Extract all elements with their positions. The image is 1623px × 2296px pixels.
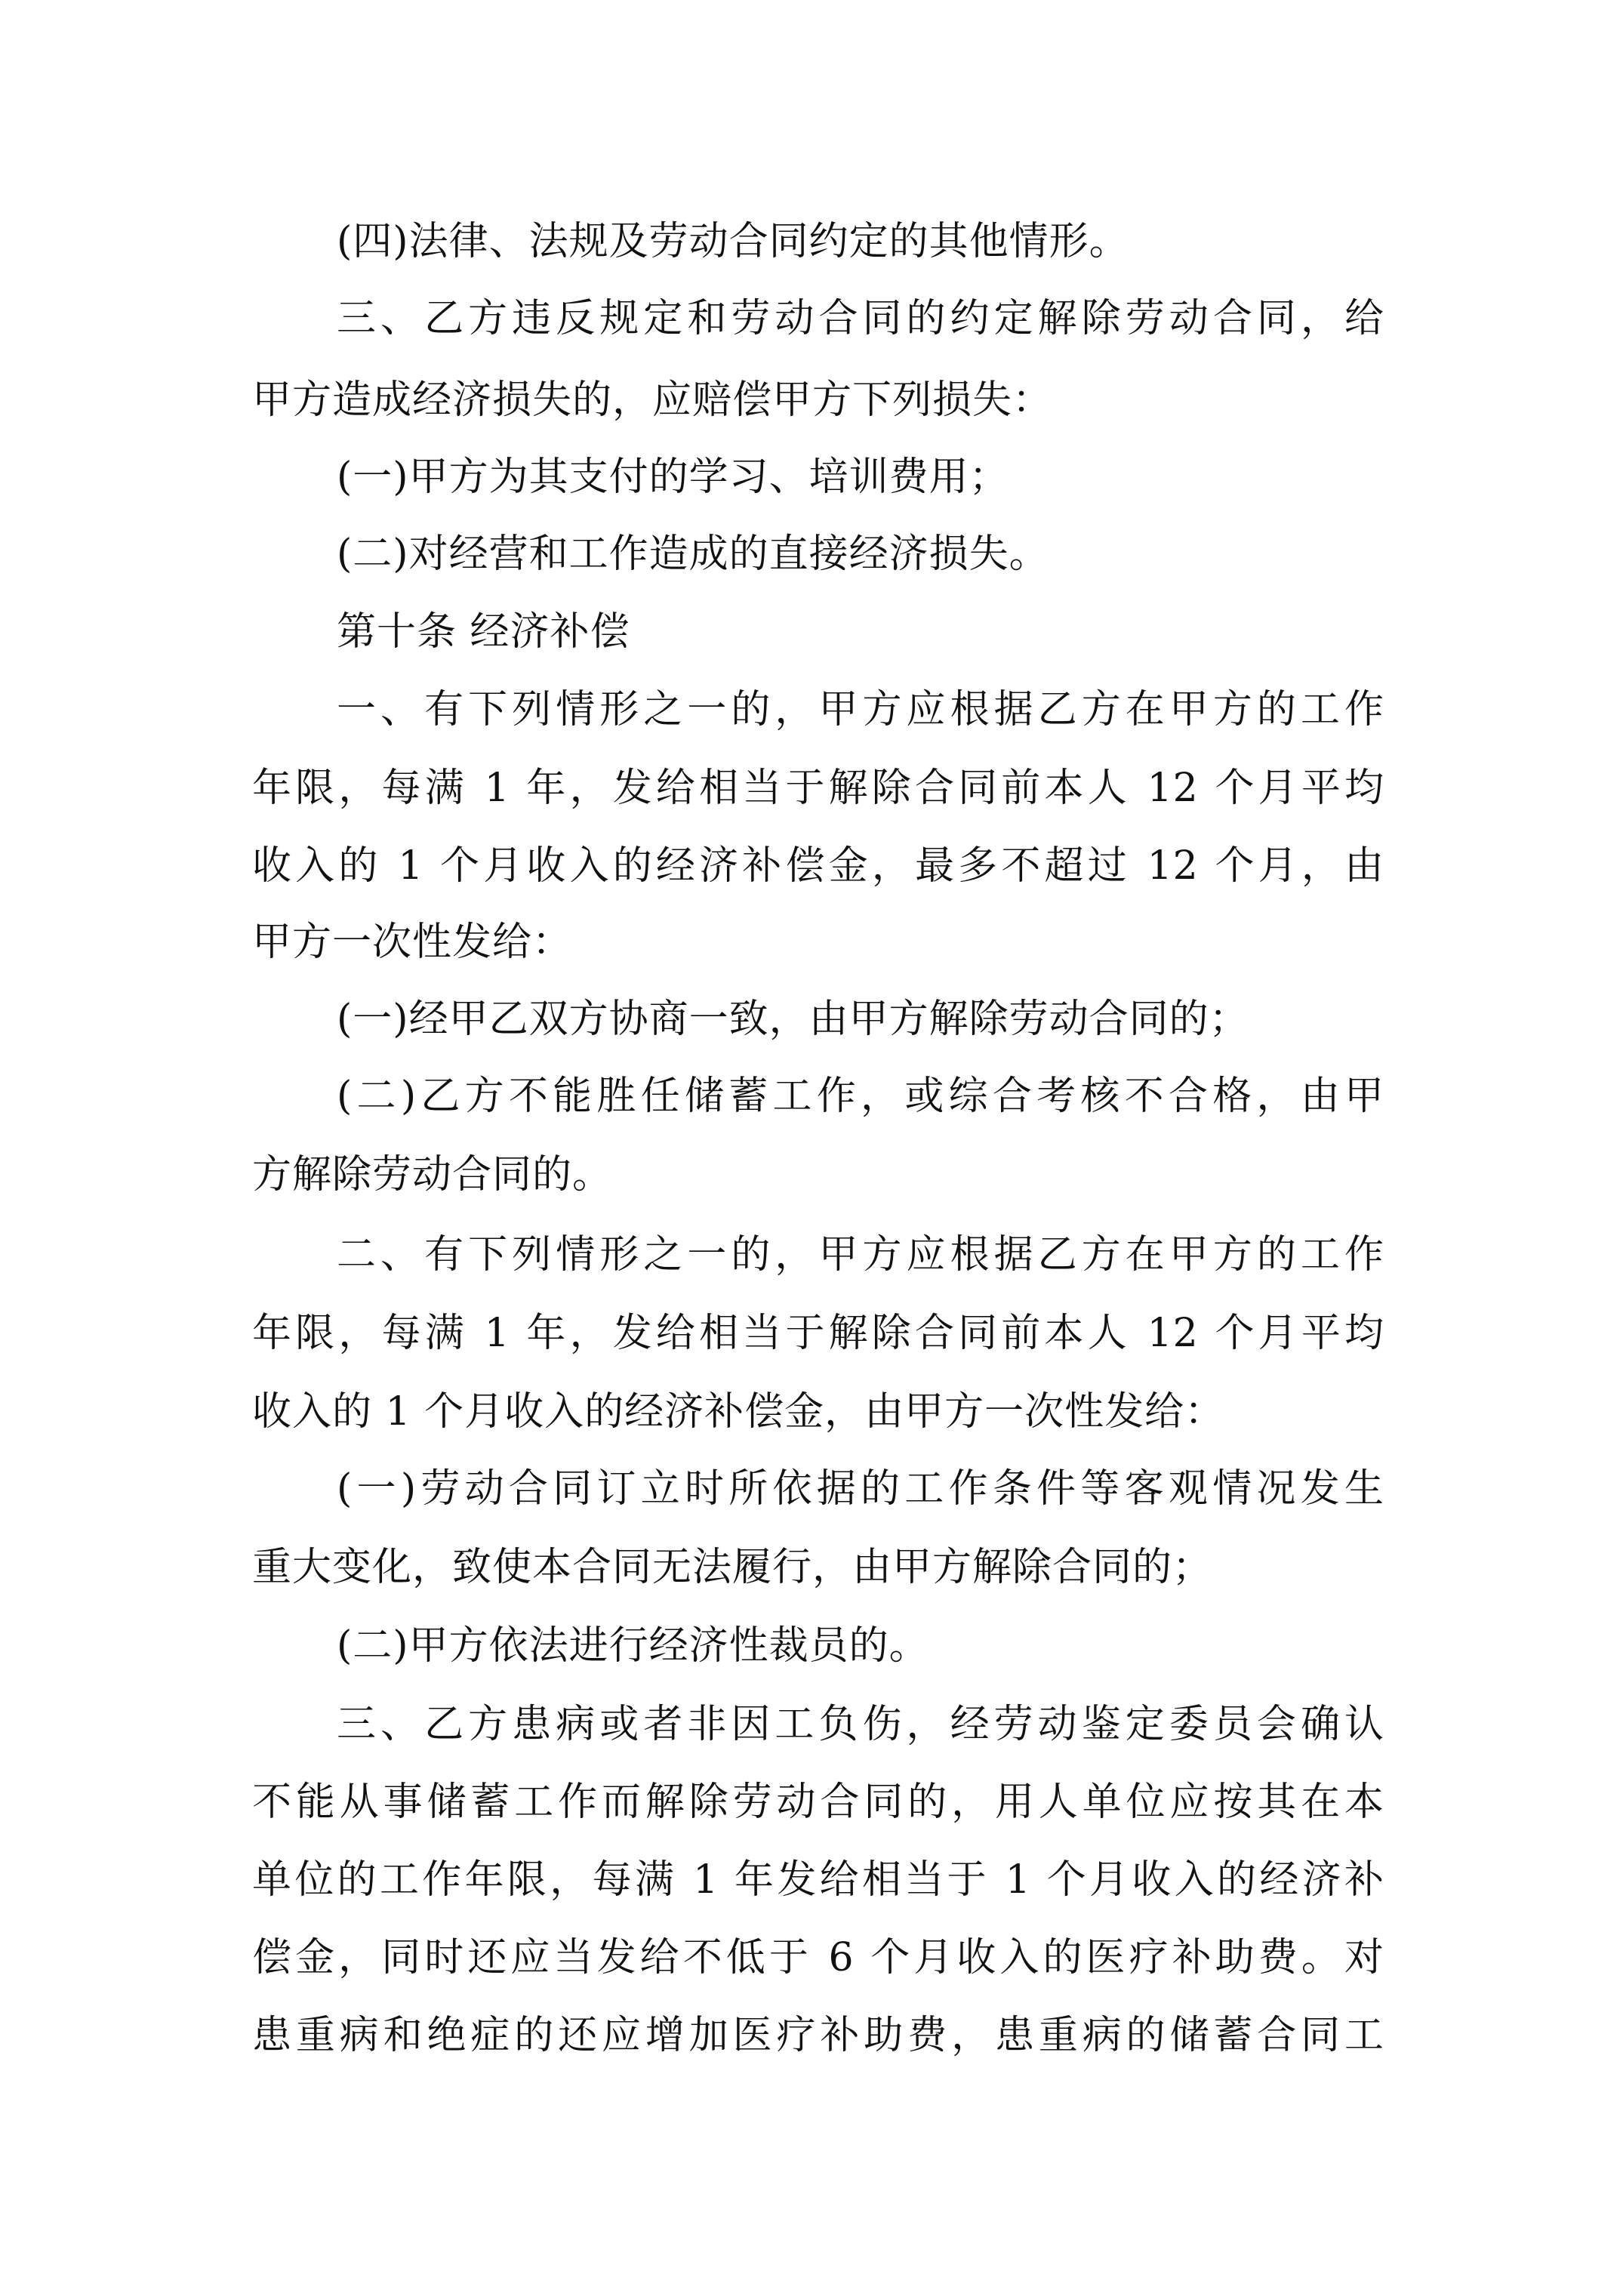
- section-heading: 第十条 经济补偿: [337, 609, 630, 655]
- paragraph-line: 重大变化，致使本合同无法履行，由甲方解除合同的；: [252, 1545, 1213, 1590]
- paragraph-line: 方解除劳动合同的。: [252, 1152, 613, 1197]
- paragraph-line: (一)经甲乙双方协商一致，由甲方解除劳动合同的；: [337, 997, 1249, 1042]
- paragraph-line: 偿金，同时还应当发给不低于 6 个月收入的医疗补助费。对: [252, 1935, 1384, 1980]
- paragraph-line: 三、乙方患病或者非因工负伤，经劳动鉴定委员会确认: [337, 1702, 1384, 1747]
- paragraph-line: 单位的工作年限，每满 1 年发给相当于 1 个月收入的经济补: [252, 1857, 1384, 1903]
- paragraph-line: (二)甲方依法进行经济性裁员的。: [337, 1623, 929, 1669]
- paragraph-line: 二、有下列情形之一的，甲方应根据乙方在甲方的工作: [337, 1232, 1384, 1277]
- paragraph-line: 收入的 1 个月收入的经济补偿金，由甲方一次性发给：: [252, 1389, 1225, 1435]
- paragraph-line: 甲方一次性发给：: [252, 920, 573, 965]
- paragraph-line: (一)劳动合同订立时所依据的工作条件等客观情况发生: [337, 1466, 1384, 1512]
- paragraph-line: 年限，每满 1 年，发给相当于解除合同前本人 12 个月平均: [252, 1311, 1384, 1356]
- paragraph-line: (二)对经营和工作造成的直接经济损失。: [337, 532, 1049, 577]
- paragraph-line: 一、有下列情形之一的，甲方应根据乙方在甲方的工作: [337, 687, 1384, 732]
- paragraph-line: (一)甲方为其支付的学习、培训费用；: [337, 455, 1009, 500]
- paragraph-line: 不能从事储蓄工作而解除劳动合同的，用人单位应按其在本: [252, 1780, 1384, 1825]
- paragraph-line: (二)乙方不能胜任储蓄工作，或综合考核不合格，由甲: [337, 1074, 1384, 1119]
- paragraph-line: 三、乙方违反规定和劳动合同的约定解除劳动合同，给: [337, 296, 1384, 341]
- paragraph-line: (四)法律、法规及劳动合同约定的其他情形。: [337, 219, 1129, 264]
- paragraph-line: 甲方造成经济损失的，应赔偿甲方下列损失：: [252, 378, 1053, 423]
- paragraph-line: 收入的 1 个月收入的经济补偿金，最多不超过 12 个月，由: [252, 843, 1384, 889]
- paragraph-line: 年限，每满 1 年，发给相当于解除合同前本人 12 个月平均: [252, 766, 1384, 811]
- paragraph-line: 患重病和绝症的还应增加医疗补助费，患重病的储蓄合同工: [252, 2013, 1384, 2058]
